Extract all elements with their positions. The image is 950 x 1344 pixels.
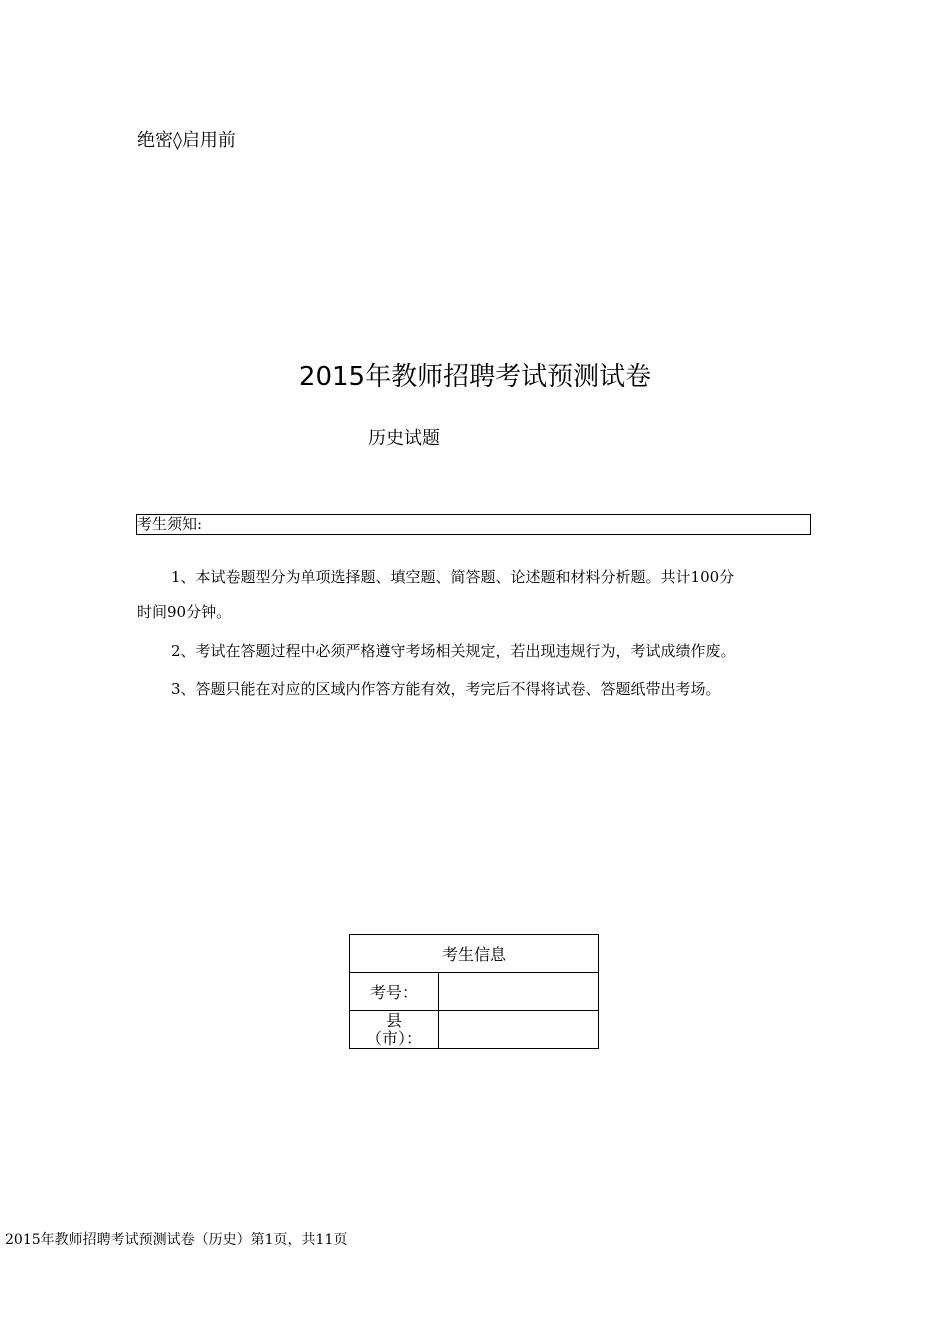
county-field[interactable] — [439, 1011, 599, 1049]
candidate-info-table — [349, 934, 599, 1049]
candidate-info-header: 考生信息 — [350, 935, 599, 973]
notice-heading-box — [136, 514, 811, 535]
exam-title: 2015年教师招聘考试预测试卷 — [298, 362, 652, 392]
exam-subtitle: 历史试题 — [368, 428, 440, 449]
county-label-line-1: 县 — [385, 1010, 402, 1030]
secret-label: 绝密◊启用前 — [137, 130, 236, 151]
notice-item-1-line-2: 时间90分钟。 — [137, 603, 232, 621]
notice-heading: 考生须知: — [137, 515, 203, 533]
page-footer: 2015年教师招聘考试预测试卷（历史）第1页，共11页 — [5, 1232, 348, 1248]
notice-item-1-line-1: 1、本试卷题型分为单项选择题、填空题、简答题、论述题和材料分析题。共计100分 — [171, 568, 735, 586]
exam-number-field[interactable] — [439, 973, 599, 1011]
exam-number-label: 考号： — [350, 973, 439, 1011]
notice-item-2: 2、考试在答题过程中必须严格遵守考场相关规定，若出现违规行为，考试成绩作废。 — [171, 642, 736, 660]
county-label — [350, 1011, 439, 1049]
county-label-line-2: （市）： — [365, 1028, 422, 1048]
notice-item-3: 3、答题只能在对应的区域内作答方能有效，考完后不得将试卷、答题纸带出考场。 — [171, 680, 721, 698]
